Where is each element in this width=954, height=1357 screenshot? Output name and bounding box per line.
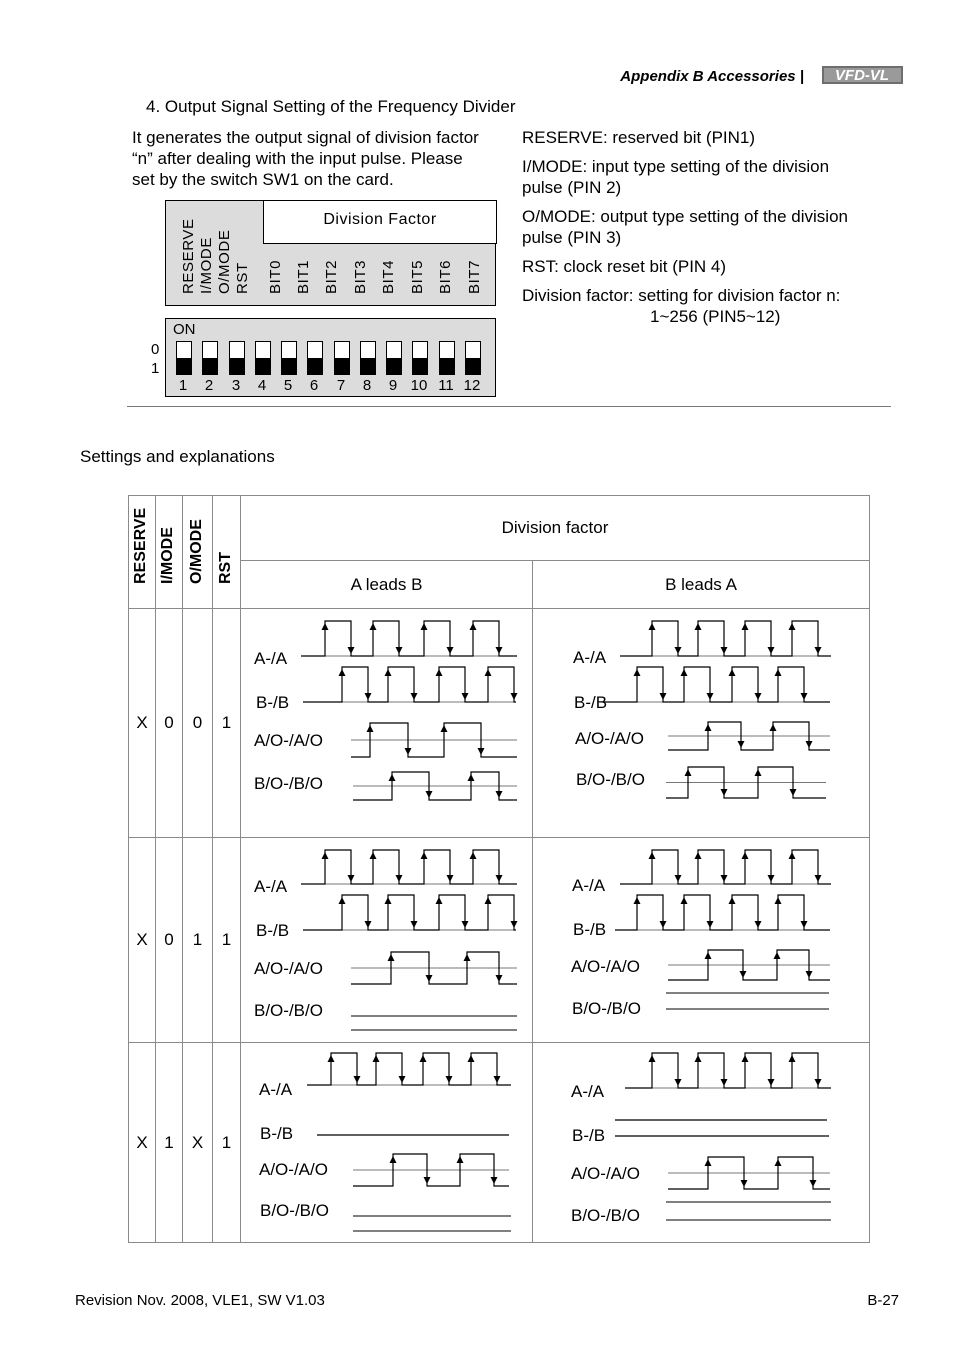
signal-label: A-/A (259, 1080, 293, 1099)
signal-label: B-/B (260, 1124, 294, 1143)
header-imode: I/MODE (156, 496, 183, 609)
pin-label-bit1: BIT1 (295, 259, 312, 294)
header-a-leads-b: A leads B (241, 561, 533, 609)
header-b-leads-a: B leads A (533, 561, 870, 609)
intro-line: “n” after dealing with the input pulse. Please (132, 149, 463, 168)
switch-number: 4 (257, 377, 267, 394)
pin-label-omode: O/MODE (216, 229, 233, 294)
intro-line: It generates the output signal of division factor (132, 128, 479, 147)
signal-label: B-/B (256, 921, 290, 940)
dip-switch-5 (281, 341, 297, 375)
table-row (129, 838, 870, 1043)
signal-label: A/O-/A/O (575, 729, 644, 748)
pin-desc-reserve: RESERVE: reserved bit (PIN1) (522, 128, 756, 147)
footer-revision: Revision Nov. 2008, VLE1, SW V1.03 (75, 1292, 325, 1309)
dip-switch-3 (229, 341, 245, 375)
waveform-diagram (533, 609, 869, 838)
dip-switch-10 (412, 341, 428, 375)
pin-assignment-diagram (165, 200, 496, 306)
switch-number: 10 (410, 377, 428, 394)
switch-state-1: 1 (151, 360, 160, 377)
appendix-header: Appendix B Accessories | (620, 68, 804, 85)
pin-label-bit2: BIT2 (323, 259, 340, 294)
header-reserve: RESERVE (129, 496, 156, 609)
switch-number: 8 (362, 377, 372, 394)
pin-label-bit5: BIT5 (409, 259, 426, 294)
pin-descriptions (522, 127, 848, 335)
signal-label: B/O-/B/O (576, 770, 645, 789)
signal-label: B-/B (256, 693, 290, 712)
pin-desc-omode: O/MODE: output type setting of the division pulse (PIN 3) (522, 207, 848, 247)
pin-label-bit6: BIT6 (437, 259, 454, 294)
cell-rst: 1 (213, 609, 241, 838)
cell-omode: X (183, 1043, 213, 1243)
signal-label: B/O-/B/O (254, 774, 323, 793)
cell-imode: 1 (156, 1043, 183, 1243)
signal-label: A-/A (254, 877, 288, 896)
cell-omode: 0 (183, 609, 213, 838)
pin-desc-rst: RST: clock reset bit (PIN 4) (522, 257, 727, 276)
switch-number: 9 (388, 377, 398, 394)
pin-label-rst: RST (234, 262, 251, 294)
waveform-a-leads-b (241, 838, 533, 1043)
dip-switch-1 (176, 341, 192, 375)
pin-desc-division: Division factor: setting for division factor n: 1~256 (PIN5~12) (522, 286, 841, 326)
signal-label: B/O-/B/O (260, 1201, 329, 1220)
switch-number: 2 (204, 377, 214, 394)
division-factor-label: Division Factor (323, 211, 437, 228)
logo-text: VFD-VL (834, 67, 890, 84)
header-division-factor: Division factor (241, 496, 870, 561)
cell-reserve: X (129, 838, 156, 1043)
signal-label: A/O-/A/O (571, 957, 640, 976)
section-title: 4. Output Signal Setting of the Frequency Divider (146, 97, 516, 116)
switch-number: 7 (336, 377, 346, 394)
dip-switch-4 (255, 341, 271, 375)
switch-number: 6 (309, 377, 319, 394)
pin-label-bit7: BIT7 (466, 259, 483, 294)
dip-switch-2 (202, 341, 218, 375)
header-omode: O/MODE (183, 496, 213, 609)
switch-state-0: 0 (151, 341, 160, 358)
switch-number: 5 (283, 377, 293, 394)
signal-label: A/O-/A/O (254, 959, 323, 978)
cell-reserve: X (129, 1043, 156, 1243)
cell-imode: 0 (156, 609, 183, 838)
intro-line: set by the switch SW1 on the card. (132, 170, 394, 189)
on-label: ON (173, 321, 196, 338)
waveform-a-leads-b (241, 1043, 533, 1243)
cell-imode: 0 (156, 838, 183, 1043)
signal-label: B-/B (574, 693, 608, 712)
dip-switch-6 (307, 341, 323, 375)
header-rst: RST (213, 496, 241, 609)
pin-desc-imode: I/MODE: input type setting of the division pulse (PIN 2) (522, 157, 830, 197)
pin-label-reserve: RESERVE (180, 218, 197, 294)
signal-label: B-/B (572, 1126, 606, 1145)
dip-switch (165, 318, 496, 397)
signal-label: A/O-/A/O (571, 1164, 640, 1183)
signal-label: A-/A (573, 648, 607, 667)
settings-title: Settings and explanations (80, 447, 275, 466)
cell-rst: 1 (213, 1043, 241, 1243)
waveform-b-leads-a (533, 838, 870, 1043)
signal-label: A-/A (571, 1082, 605, 1101)
switch-number: 1 (178, 377, 188, 394)
switch-number: 11 (438, 377, 454, 394)
pin-label-imode: I/MODE (198, 237, 215, 294)
pin-label-bit3: BIT3 (352, 259, 369, 294)
cell-rst: 1 (213, 838, 241, 1043)
signal-label: A/O-/A/O (259, 1160, 328, 1179)
settings-table (128, 495, 870, 1243)
waveform-b-leads-a (533, 1043, 870, 1243)
vfd-vl-logo (822, 66, 903, 84)
divider (127, 406, 891, 407)
signal-label: B-/B (573, 920, 607, 939)
signal-label: A/O-/A/O (254, 731, 323, 750)
dip-switch-9 (386, 341, 402, 375)
pin-label-bit0: BIT0 (267, 259, 284, 294)
dip-switch-7 (334, 341, 350, 375)
cell-omode: 1 (183, 838, 213, 1043)
signal-label: B/O-/B/O (572, 999, 641, 1018)
waveform-a-leads-b (241, 609, 533, 838)
table-row (129, 609, 870, 838)
dip-switch-12 (465, 341, 481, 375)
pin-label-bit4: BIT4 (380, 259, 397, 294)
footer-page-number: B-27 (867, 1292, 899, 1309)
cell-reserve: X (129, 609, 156, 838)
signal-label: A-/A (254, 649, 288, 668)
switch-number: 12 (463, 377, 481, 394)
switch-number: 3 (231, 377, 241, 394)
table-row (129, 1043, 870, 1243)
dip-switch-8 (360, 341, 376, 375)
signal-label: A-/A (572, 876, 606, 895)
intro-text (132, 127, 517, 190)
waveform-b-leads-a (533, 609, 870, 838)
dip-switch-11 (439, 341, 455, 375)
division-factor-box (263, 200, 497, 244)
signal-label: B/O-/B/O (254, 1001, 323, 1020)
waveform-diagram (241, 609, 532, 838)
signal-label: B/O-/B/O (571, 1206, 640, 1225)
